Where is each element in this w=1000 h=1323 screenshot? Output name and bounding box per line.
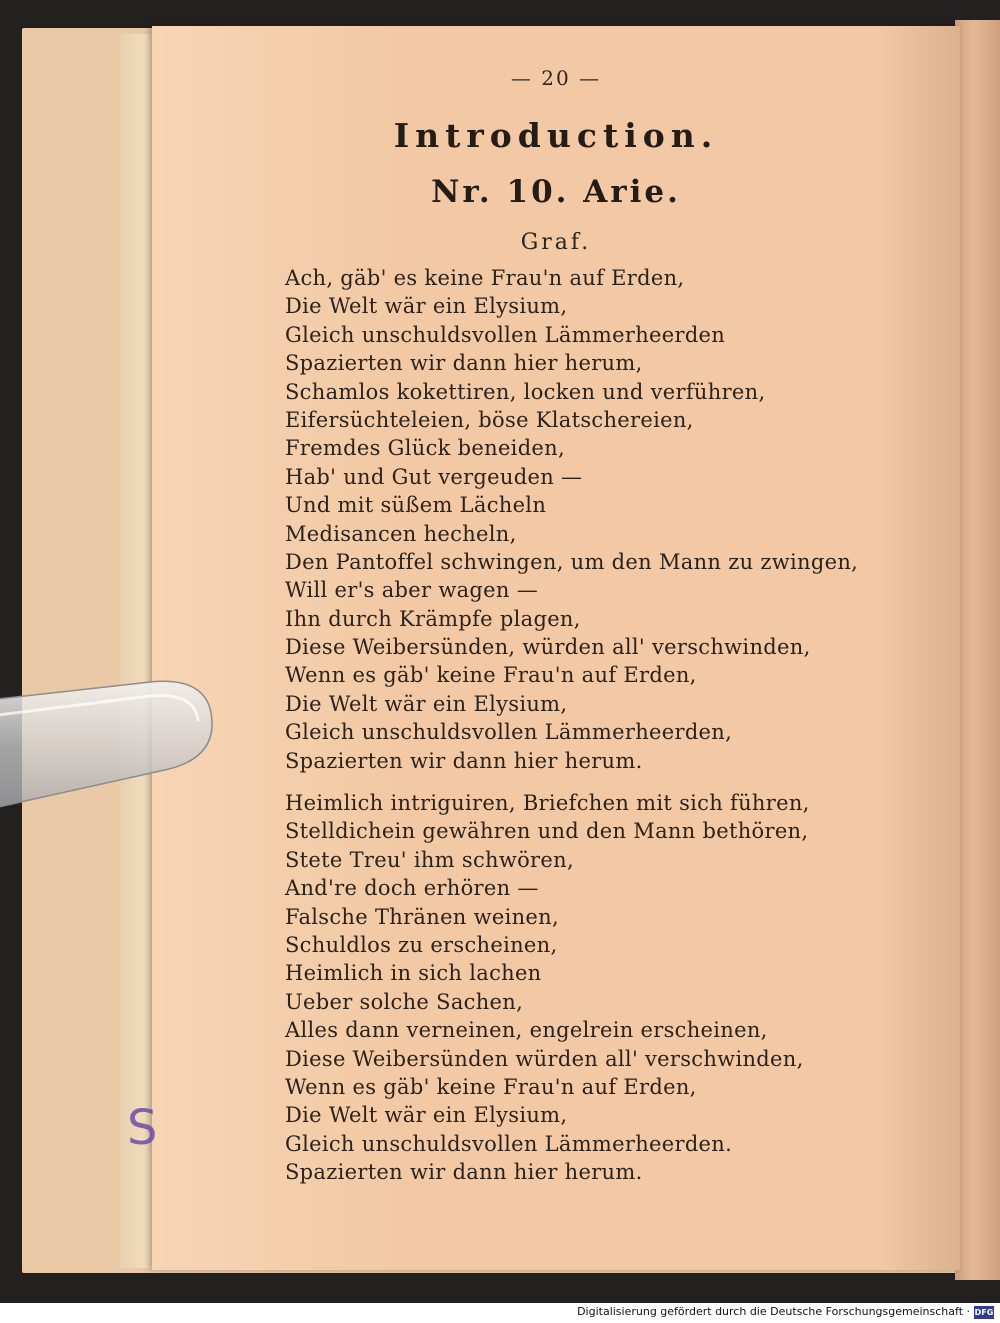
verse-line: Falsche Thränen weinen, xyxy=(285,904,559,929)
verse-line: Spazierten wir dann hier herum. xyxy=(285,1160,643,1185)
next-page-edge xyxy=(955,20,1000,1280)
page-title: Introduction. xyxy=(393,116,719,155)
verse-line: Medisancen hecheln, xyxy=(285,521,517,546)
page-number: — 20 — xyxy=(510,66,602,90)
verse-line: Und mit süßem Lächeln xyxy=(285,493,547,518)
stanza-first xyxy=(285,264,858,775)
verse-line: Diese Weibersünden würden all' verschwinden, xyxy=(285,1046,804,1071)
verse-line: Diese Weibersünden, würden all' verschwinden, xyxy=(285,635,811,660)
speaker-name: Graf. xyxy=(520,230,592,255)
dfg-logo: DFG xyxy=(974,1308,994,1317)
verse-line: Schamlos kokettiren, locken und verführen, xyxy=(285,379,766,404)
verse-line: Die Welt wär ein Elysium, xyxy=(285,1103,568,1128)
verse-line: Ach, gäb' es keine Frau'n auf Erden, xyxy=(285,266,685,290)
verse-line: Wenn es gäb' keine Frau'n auf Erden, xyxy=(285,663,697,688)
verse-line: Will er's aber wagen — xyxy=(285,578,539,603)
verse-line: Gleich unschuldsvollen Lämmerheerden, xyxy=(285,720,733,745)
book-page xyxy=(152,26,960,1270)
verse-line: Gleich unschuldsvollen Lämmerheerden. xyxy=(285,1131,733,1156)
footer-bar xyxy=(0,1303,1000,1323)
verse-line: Schuldlos zu erscheinen, xyxy=(285,932,558,957)
verse-line: Stete Treu' ihm schwören, xyxy=(285,847,574,872)
verse-line: Ihn durch Krämpfe plagen, xyxy=(285,606,581,631)
verse-line: Die Welt wär ein Elysium, xyxy=(285,294,568,319)
verse-line: Eifersüchteleien, böse Klatschereien, xyxy=(285,407,694,432)
verse-line: Gleich unschuldsvollen Lämmerheerden xyxy=(285,322,726,347)
verse-line: And're doch erhören — xyxy=(285,876,539,901)
verse-line: Spazierten wir dann hier herum, xyxy=(285,351,643,376)
stanza-second xyxy=(285,789,810,1186)
glass-page-weight xyxy=(0,676,220,816)
verse-line: Heimlich in sich lachen xyxy=(285,961,542,986)
funding-credit: Digitalisierung gefördert durch die Deutsche Forschungsgemeinschaft · xyxy=(577,1305,970,1318)
verse-line: Alles dann verneinen, engelrein erscheinen, xyxy=(285,1018,768,1043)
verse-line: Stelldichein gewähren und den Mann bethören, xyxy=(285,819,809,844)
verse-line: Den Pantoffel schwingen, um den Mann zu zwingen, xyxy=(285,549,859,574)
verse-line: Heimlich intriguiren, Briefchen mit sich führen, xyxy=(285,791,810,815)
verse-line: Spazierten wir dann hier herum. xyxy=(285,748,643,773)
piece-heading: Nr. 10. Arie. xyxy=(431,174,681,210)
verse-line: Ueber solche Sachen, xyxy=(285,989,524,1014)
library-stamp: S xyxy=(127,1100,158,1156)
verse-line: Wenn es gäb' keine Frau'n auf Erden, xyxy=(285,1074,697,1099)
verse-line: Die Welt wär ein Elysium, xyxy=(285,691,568,716)
verse-line: Hab' und Gut vergeuden — xyxy=(285,464,583,489)
verse-line: Fremdes Glück beneiden, xyxy=(285,436,565,461)
